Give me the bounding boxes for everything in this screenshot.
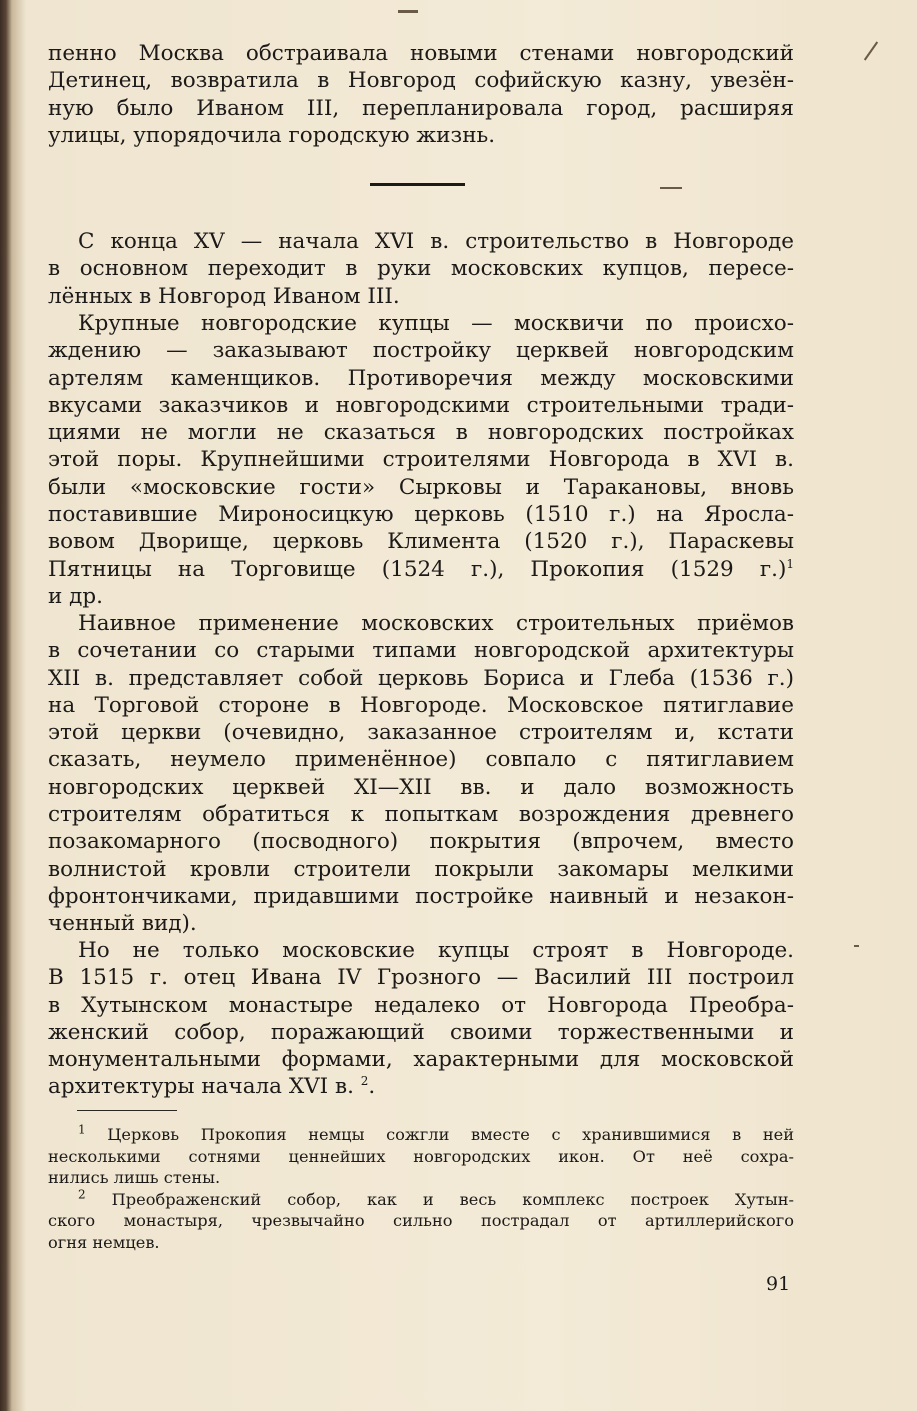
- section-divider: [370, 183, 465, 186]
- footnote-ref-2[interactable]: 2: [360, 1074, 369, 1089]
- footnote-ref-1[interactable]: 1: [786, 556, 794, 571]
- text-line: циями не могли не сказаться в новгородских постройках: [48, 420, 794, 446]
- text-line: строителям обратиться к попыткам возрождения древнего: [48, 802, 794, 828]
- text-line: этой церкви (очевидно, заказанное строителям и, кстати: [48, 720, 794, 746]
- footnote-mark-1: 1: [78, 1124, 86, 1137]
- text-line-with-footnote: [48, 1073, 794, 1100]
- text-line: С конца XV — начала XVI в. строительство в Новгороде: [78, 229, 794, 254]
- text-line: сказать, неумело применённое) совпало с пятиглавием: [48, 747, 794, 773]
- scan-speck: [864, 41, 878, 60]
- scan-speck: [398, 10, 418, 13]
- footnote-line: огня немцев.: [48, 1232, 160, 1252]
- footnote-line: ского монастыря, чрезвычайно сильно пострадал от артиллерийского: [48, 1211, 794, 1230]
- text-line: фронтончиками, придавшими постройке наивный и незакон-: [48, 883, 794, 909]
- text-segment: архитектуры начала XVI в.: [48, 1074, 354, 1100]
- footnote-line: [48, 1189, 794, 1211]
- text-segment: Церковь Прокопия немцы сожгли вместе с хранившимися в ней: [107, 1125, 794, 1144]
- page-number: 91: [766, 1273, 791, 1295]
- text-line: пенно Москва обстраивала новыми стенами новгородский: [48, 41, 794, 66]
- footnotes: [48, 1124, 794, 1253]
- text-line: волнистой кровли строители покрыли закомары мелкими: [48, 856, 794, 882]
- text-line: вкусами заказчиков и новгородскими строительными тради-: [48, 392, 794, 418]
- top-paragraph: [48, 40, 794, 149]
- text-line: в сочетании со старыми типами новгородской архитектуры: [48, 638, 794, 664]
- footnote-rule: [77, 1110, 177, 1111]
- text-line: артелям каменщиков. Противоречия между московскими: [48, 365, 794, 391]
- paragraph-3: [48, 610, 794, 938]
- text-line: монументальными формами, характерными для московской: [48, 1047, 794, 1073]
- text-segment: Пятницы на Торговище (1524 г.), Прокопия (1529 г.): [48, 556, 787, 582]
- text-line: XII в. представляет собой церковь Бориса и Глеба (1536 г.): [48, 665, 794, 691]
- text-line: улицы, упорядочила городскую жизнь.: [48, 122, 496, 148]
- text-line: ченный вид).: [48, 911, 197, 937]
- paragraph-1: [48, 228, 794, 310]
- text-line: этой поры. Крупнейшими строителями Новгорода в XVI в.: [48, 447, 794, 473]
- paragraph-4: [48, 937, 794, 1101]
- text-line: были «московские гости» Сырковы и Таракановы, вновь: [48, 474, 794, 500]
- text-segment: Преображенский собор, как и весь комплекс построек Хутын-: [111, 1189, 794, 1209]
- text-line: на Торговой стороне в Новгороде. Московское пятиглавие: [48, 692, 794, 718]
- paragraph-2: [48, 310, 794, 610]
- text-line: в Хутынском монастыре недалеко от Новгорода Преобра-: [48, 992, 794, 1018]
- text-line: Детинец, возвратила в Новгород софийскую казну, увезён-: [48, 68, 794, 94]
- footnote-mark-2: 2: [78, 1188, 86, 1202]
- text-line: В 1515 г. отец Ивана IV Грозного — Василий III построил: [48, 965, 794, 991]
- scan-speck: [660, 187, 682, 189]
- footnote-line: [48, 1124, 794, 1146]
- scan-speck: [854, 945, 859, 947]
- text-line: поставившие Мироносицкую церковь (1510 г.) на Яросла-: [48, 502, 794, 528]
- text-line: новгородских церквей XI—XII вв. и дало возможность: [48, 774, 794, 800]
- text-line: Но не только московские купцы строят в Новгороде.: [78, 938, 794, 963]
- text-line: Крупные новгородские купцы — москвичи по происхо-: [78, 311, 794, 336]
- text-line: лённых в Новгород Иваном III.: [48, 283, 400, 309]
- text-line: в основном переходит в руки московских купцов, пересе-: [48, 256, 794, 282]
- text-segment: .: [368, 1074, 376, 1100]
- text-line-with-footnote: [48, 556, 794, 583]
- text-line: ждению — заказывают постройку церквей новгородским: [48, 338, 794, 364]
- text-line: Наивное применение московских строительных приёмов: [78, 611, 794, 636]
- footnote-line: несколькими сотнями ценнейших новгородских икон. От неё сохра-: [48, 1146, 794, 1166]
- text-line: позакомарного (посводного) покрытия (впрочем, вместо: [48, 829, 794, 855]
- text-line: женский собор, поражающий своими торжественными и: [48, 1019, 794, 1045]
- text-line: ную было Иваном III, перепланировала город, расширяя: [48, 95, 794, 121]
- text-line: вовом Дворище, церковь Климента (1520 г.), Параскевы: [48, 529, 794, 555]
- footnote-line: нились лишь стены.: [48, 1168, 221, 1187]
- text-line: и др.: [48, 583, 103, 609]
